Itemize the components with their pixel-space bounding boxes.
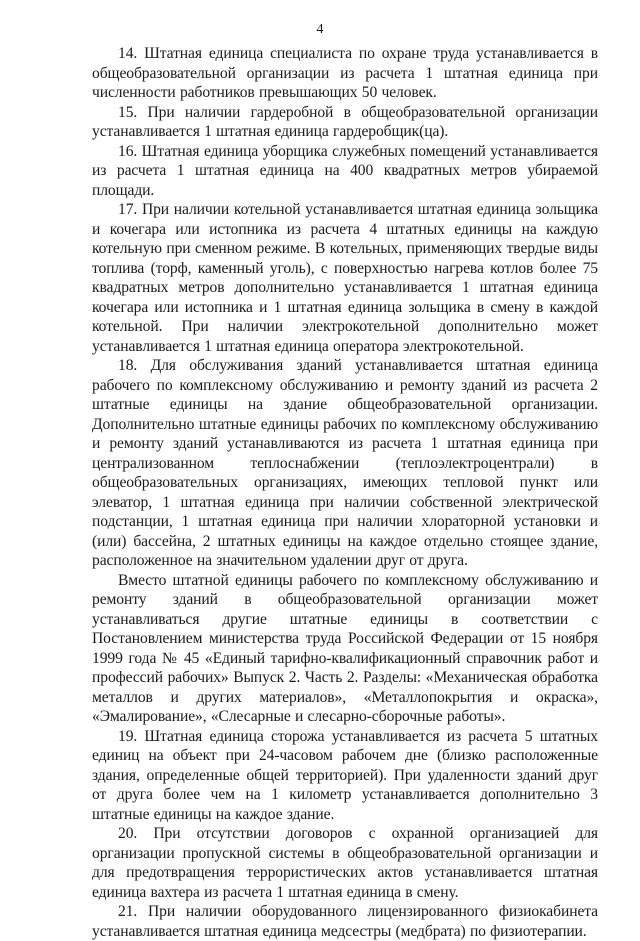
paragraph-20: 20. При отсутствии договоров с охранной организацией для организации пропускной системы в общеобразовательной организации и для предотвращения террористических актов устанавливается штатная единица вахтера из расчета 1 штатная единица в смену.: [92, 825, 598, 901]
paragraph-17: 17. При наличии котельной устанавливается штатная единица зольщика и кочегара или истопника из расчета 4 штатных единицы на каждую котельную при сменном режиме. В котельных, применяющих твердые виды топлива (торф, каменный уголь), с поверхностью нагрева котлов более 75 квадратных метров дополнительно устанавливается 1 штатная единица кочегара или истопника и 1 штатная единица зольщика в смену в каждой котельной. При наличии электрокотельной дополнительно может устанавливается 1 штатная единица оператора электрокотельной.: [92, 201, 598, 355]
paragraph-18: 18. Для обслуживания зданий устанавливается штатная единица рабочего по комплексному обслуживанию и ремонту зданий из расчета 2 штатные единицы на здание общеобразовательной организации. Дополнительно штатные единицы рабочих по комплексному обслуживанию и ремонту зданий устанавливаются из расчета 1 штатная единица при централизованном теплоснабжении (теплоэлектроцентрали) в общеобразовательных организациях, имеющих тепловой пункт или элеватор, 1 штатная единица при наличии собственной электрической подстанции, 1 штатная единица при наличии хлораторной установки и (или) бассейна, 2 штатных единицы на каждое отдельно стоящее здание, расположенное на значительном удалении друг от друга.: [92, 357, 598, 569]
paragraph-14: 14. Штатная единица специалиста по охране труда устанавливается в общеобразовательной организации из расчета 1 штатная единица при численности работников превышающих 50 человек.: [92, 45, 598, 101]
paragraph-15: 15. При наличии гардеробной в общеобразовательной организации устанавливается 1 штатная единица гардеробщик(ца).: [92, 103, 598, 140]
paragraph-18-continuation: Вместо штатной единицы рабочего по комплексному обслуживанию и ремонту зданий в общеобразовательной организации может устанавливаться другие штатные единицы в соответствии с Постановлением министерства труда Российской Федерации от 15 ноября 1999 года № 45 «Единый тарифно-квалификационный справочник работ и профессий рабочих» Выпуск 2. Часть 2. Разделы: «Механическая обработка металлов и других материалов», «Металлопокрытия и окраска», «Эмалирование», «Слесарные и слесарно-сборочные работы».: [92, 571, 598, 725]
page-number: 4: [316, 22, 324, 37]
paragraph-19: 19. Штатная единица сторожа устанавливается из расчета 5 штатных единиц на объект при 24-часовом рабочем дне (близко расположенные здания, определенные общей территорией). При удаленности зданий друг от друга более чем на 1 километр устанавливается дополнительно 3 штатные единицы на каждое здание.: [92, 727, 598, 823]
paragraph-21: 21. При наличии оборудованного лицензированного физиокабинета устанавливается штатная единица медсестры (медбрата) по физиотерапии.: [92, 903, 598, 940]
document-body: [92, 44, 598, 941]
paragraph-16: 16. Штатная единица уборщика служебных помещений устанавливается из расчета 1 штатная единица на 400 квадратных метров убираемой площади.: [92, 142, 598, 199]
